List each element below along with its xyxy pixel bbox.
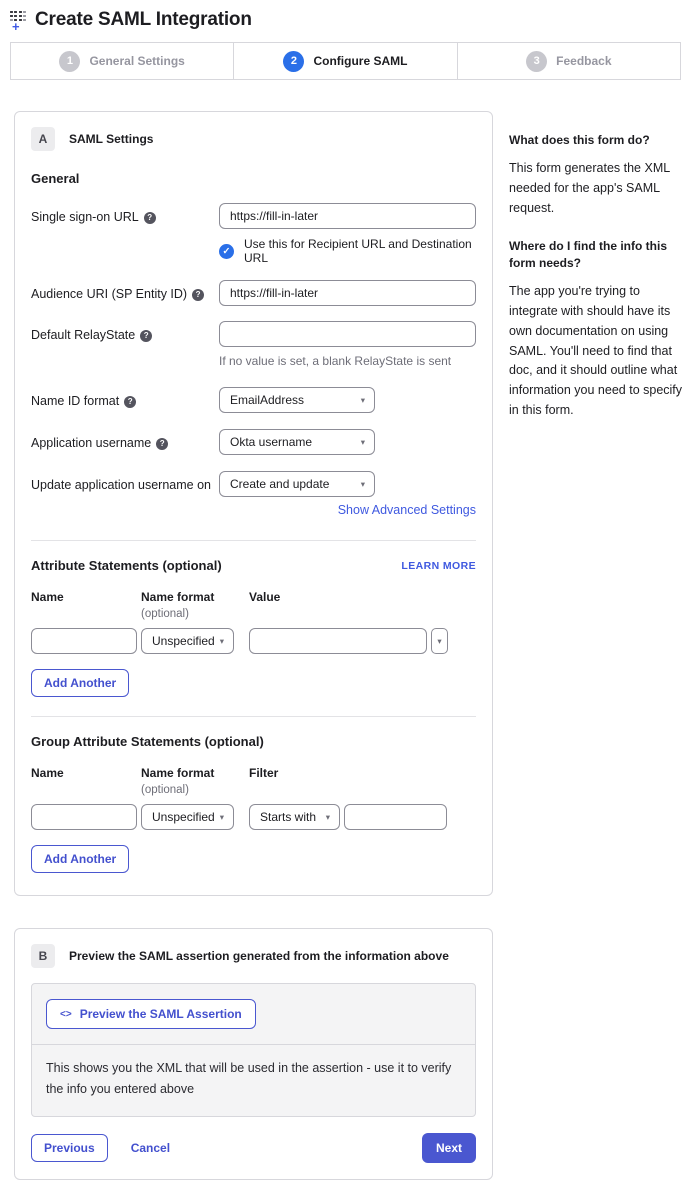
attribute-statements-header	[31, 558, 476, 573]
step-general-settings[interactable]	[11, 43, 234, 79]
show-advanced-settings-link[interactable]: Show Advanced Settings	[337, 503, 476, 517]
chevron-down-icon: ▾	[360, 436, 365, 447]
preview-panel	[31, 983, 476, 1117]
group-name-input[interactable]	[31, 804, 137, 830]
group-col-name: Name	[31, 766, 64, 780]
step-3-number-badge: 3	[526, 51, 547, 72]
update-username-row	[31, 471, 476, 497]
name-id-format-row	[31, 387, 476, 413]
previous-button[interactable]: Previous	[31, 1134, 108, 1162]
check-icon: ✓	[222, 245, 231, 257]
sso-url-row	[31, 203, 476, 265]
app-username-select[interactable]: Okta username ▾	[219, 429, 375, 455]
group-filter-input[interactable]	[344, 804, 447, 830]
add-another-group-attribute-button[interactable]: Add Another	[31, 845, 129, 873]
group-attribute-statement-row	[31, 804, 476, 830]
audience-uri-label: Audience URI (SP Entity ID) ?	[31, 280, 219, 306]
wizard-footer	[31, 1133, 476, 1163]
section-badge-b: B	[31, 944, 55, 968]
sidebar-question-1: What does this form do?	[509, 133, 650, 147]
sso-url-input[interactable]	[219, 203, 476, 229]
next-button[interactable]: Next	[422, 1133, 476, 1163]
code-icon: <>	[60, 1008, 72, 1020]
preview-saml-assertion-button[interactable]: <> Preview the SAML Assertion	[46, 999, 256, 1029]
cancel-link[interactable]: Cancel	[130, 1140, 171, 1155]
chevron-down-icon: ▾	[360, 478, 365, 489]
preview-header	[31, 944, 476, 968]
saml-settings-card	[14, 111, 493, 896]
relay-state-label: Default RelayState ?	[31, 321, 219, 368]
app-username-row	[31, 429, 476, 455]
group-col-name-format: Name format (optional)	[141, 766, 249, 796]
app-header	[10, 6, 681, 42]
audience-uri-input[interactable]	[219, 280, 476, 306]
wizard-steps	[10, 42, 681, 80]
group-attribute-statements-heading: Group Attribute Statements (optional)	[31, 734, 264, 749]
divider	[31, 540, 476, 541]
attr-col-name: Name	[31, 590, 64, 604]
group-name-format-select[interactable]: Unspecified ▾	[141, 804, 234, 830]
name-id-format-label: Name ID format ?	[31, 387, 219, 413]
main-column	[14, 111, 493, 1180]
help-icon[interactable]: ?	[144, 212, 156, 224]
relay-state-hint: If no value is set, a blank RelayState is sent	[219, 354, 452, 368]
attribute-statement-row	[31, 628, 476, 654]
recipient-url-checkbox-label: Use this for Recipient URL and Destination URL	[244, 237, 472, 265]
recipient-url-check-row	[219, 237, 476, 265]
update-username-label: Update application username on	[31, 478, 211, 492]
sso-url-label: Single sign-on URL ?	[31, 203, 219, 265]
app-username-label: Application username ?	[31, 429, 219, 455]
attr-name-input[interactable]	[31, 628, 137, 654]
group-col-optional: (optional)	[141, 784, 189, 796]
group-col-filter: Filter	[249, 766, 279, 780]
attribute-statements-heading: Attribute Statements (optional)	[31, 558, 222, 573]
preview-card	[14, 928, 493, 1180]
create-app-grid-plus-icon	[10, 9, 30, 34]
general-heading: General	[31, 171, 80, 186]
step-2-number-badge: 2	[283, 51, 304, 72]
relay-state-row	[31, 321, 476, 368]
step-1-number-badge: 1	[59, 51, 80, 72]
attribute-columns	[31, 590, 476, 620]
preview-note: This shows you the XML that will be used in the assertion - use it to verify the info you entered above	[46, 1061, 452, 1097]
name-id-format-select[interactable]: EmailAddress ▾	[219, 387, 375, 413]
page-title: Create SAML Integration	[35, 9, 252, 30]
chevron-down-icon: ▾	[437, 635, 442, 646]
help-icon[interactable]: ?	[192, 289, 204, 301]
help-icon[interactable]: ?	[124, 396, 136, 408]
saml-settings-title: SAML Settings	[69, 132, 154, 146]
attr-value-dropdown-button[interactable]	[431, 628, 448, 654]
update-username-select[interactable]: Create and update ▾	[219, 471, 375, 497]
preview-title: Preview the SAML assertion generated from the information above	[69, 949, 449, 963]
attr-name-format-select[interactable]: Unspecified ▾	[141, 628, 234, 654]
audience-uri-row	[31, 280, 476, 306]
recipient-url-checkbox[interactable]	[219, 244, 234, 259]
sidebar-question-2: Where do I find the info this form needs?	[509, 238, 667, 271]
attr-value-input[interactable]	[249, 628, 427, 654]
attr-col-optional: (optional)	[141, 608, 189, 620]
add-another-attribute-button[interactable]: Add Another	[31, 669, 129, 697]
help-icon[interactable]: ?	[140, 330, 152, 342]
step-1-label: General Settings	[89, 54, 185, 68]
section-badge-a: A	[31, 127, 55, 151]
step-2-label: Configure SAML	[313, 54, 408, 68]
help-icon[interactable]: ?	[156, 438, 168, 450]
chevron-down-icon: ▾	[219, 635, 224, 646]
step-feedback[interactable]	[458, 43, 680, 79]
attr-col-name-format: Name format (optional)	[141, 590, 249, 620]
group-filter-select[interactable]: Starts with ▾	[249, 804, 340, 830]
chevron-down-icon: ▾	[325, 811, 330, 822]
saml-settings-header	[31, 127, 476, 151]
step-3-label: Feedback	[556, 54, 612, 68]
relay-state-input[interactable]	[219, 321, 476, 347]
sidebar-answer-2: The app you're trying to integrate with should have its own documentation on using SAML. You'll need to find that doc, and it should outline what information you need to specify in this form.	[509, 284, 683, 417]
chevron-down-icon: ▾	[360, 394, 365, 405]
step-configure-saml[interactable]	[234, 43, 457, 79]
learn-more-link[interactable]: LEARN MORE	[401, 559, 476, 572]
divider	[31, 716, 476, 717]
attr-col-value: Value	[249, 590, 281, 604]
plus-icon: +	[12, 19, 20, 34]
chevron-down-icon: ▾	[219, 811, 224, 822]
sidebar-answer-1: This form generates the XML needed for the app's SAML request.	[509, 161, 670, 215]
help-sidebar	[509, 111, 689, 1180]
group-attribute-statements-header	[31, 734, 476, 749]
group-attribute-columns	[31, 766, 476, 796]
content-row	[10, 111, 681, 1180]
